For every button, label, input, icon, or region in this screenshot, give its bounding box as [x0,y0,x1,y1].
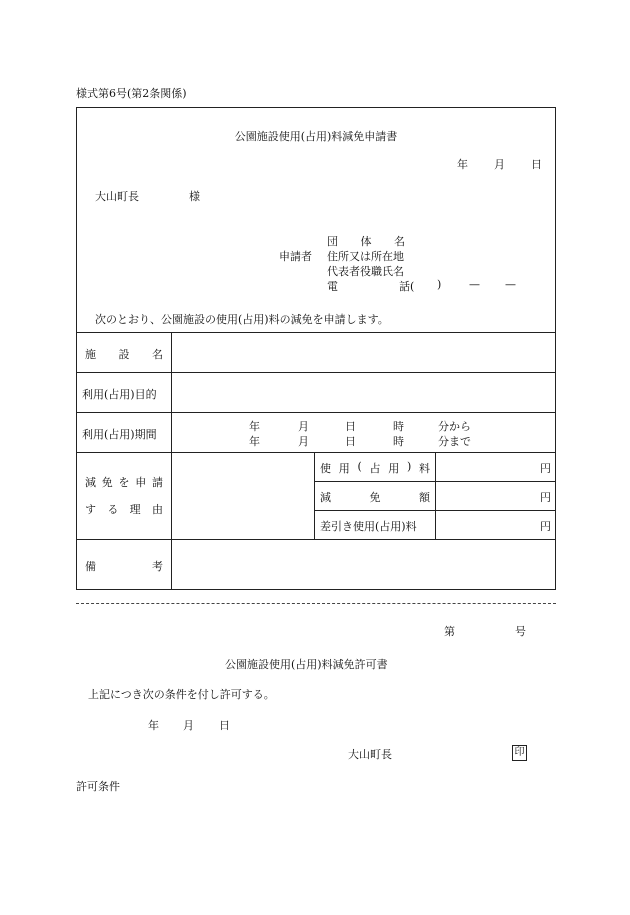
period-unit: 年 [249,435,260,448]
table-row-line [77,539,555,540]
label-char: 占 [369,462,381,475]
field-representative: 代表者役職氏名 [327,265,404,278]
fee-row-line [314,510,556,511]
permit-number-go: 号 [515,625,526,638]
label-char: 申 [135,476,147,489]
label-char: ( [357,460,362,473]
application-form [76,107,556,590]
label-char: 用 [338,462,350,475]
period-unit: 分から [438,420,471,433]
label-char: 料 [419,462,430,475]
permit-statement: 上記につき次の条件を付し許可する。 [88,688,275,701]
date-month: 月 [494,158,505,171]
label-char: る [107,503,119,516]
table-row-line [77,452,555,453]
table-top-line [77,332,555,333]
date-year: 年 [457,158,468,171]
label-char: 額 [419,491,430,504]
fee-label-reduction [320,489,430,505]
row-label-reason-line1 [85,474,163,490]
table-row-line [77,412,555,413]
label-char: 免 [369,491,381,504]
label-char: 設 [118,348,130,361]
field-char: 団 [327,235,338,248]
period-unit: 分まで [438,435,471,448]
fee-label-net: 差引き使用(占用)料 [320,520,417,533]
row-label-purpose: 利用(占用)目的 [82,388,157,401]
label-char: 減 [85,476,96,489]
cut-line [76,603,556,604]
fee-label-right-line [435,452,436,539]
row-label-remarks [85,558,163,574]
field-char: 名 [394,235,405,248]
period-unit: 時 [393,435,404,448]
field-address: 住所又は所在地 [327,250,404,263]
label-char: ) [406,460,412,473]
permit-date-day: 日 [219,719,230,732]
label-char: 名 [152,348,163,361]
label-char: 減 [320,491,331,504]
field-group-name [327,233,405,249]
permit-issuer: 大山町長 [348,748,392,761]
period-unit: 日 [345,435,356,448]
fee-label-usage [320,460,430,476]
label-char: 施 [85,348,96,361]
permit-date-month: 月 [183,719,194,732]
applicant-label: 申請者 [279,250,312,263]
period-from [249,418,479,432]
addressee: 大山町長 [95,190,139,203]
period-unit: 月 [298,435,309,448]
permit-conditions-label: 許可条件 [76,780,120,793]
fee-label-left-line [314,452,315,539]
period-unit: 年 [249,420,260,433]
fee-currency: 円 [540,462,551,475]
fee-row-line [314,481,556,482]
label-char: 免 [101,476,113,489]
label-char: 備 [85,560,96,573]
fee-currency: 円 [540,491,551,504]
period-unit: 月 [298,420,309,433]
label-char: す [85,503,96,516]
field-phone-dash: — [469,278,480,291]
period-unit: 日 [345,420,356,433]
honorific: 様 [189,190,200,203]
label-char: 使 [320,462,331,475]
label-char: 請 [152,476,163,489]
field-char: 体 [360,235,372,248]
field-phone-label: 電 [327,280,338,293]
table-label-divider [171,332,172,590]
fee-currency: 円 [540,520,551,533]
row-label-period: 利用(占用)期間 [82,428,157,441]
period-unit: 時 [393,420,404,433]
field-phone-open: 話( [399,280,415,293]
application-statement: 次のとおり、公園施設の使用(占用)料の減免を申請します。 [95,313,389,326]
application-date [457,156,542,172]
permit-date-year: 年 [148,719,159,732]
date-day: 日 [531,158,542,171]
period-to [249,433,479,447]
label-char: 用 [388,462,400,475]
application-title: 公園施設使用(占用)料減免申請書 [234,130,398,143]
form-number: 様式第6号(第2条関係) [76,87,187,100]
permit-title: 公園施設使用(占用)料減免許可書 [225,658,388,671]
row-label-reason-line2 [85,501,163,517]
seal-mark: 印 [512,745,527,761]
field-phone-close: ) [437,278,442,291]
label-char: 由 [151,503,163,516]
row-label-facility-name [85,346,163,362]
permit-number-dai: 第 [444,625,455,638]
label-char: を [118,476,130,489]
label-char: 理 [129,503,141,516]
field-phone-dash: — [505,278,516,291]
table-row-line [77,372,555,373]
label-char: 考 [152,560,163,573]
